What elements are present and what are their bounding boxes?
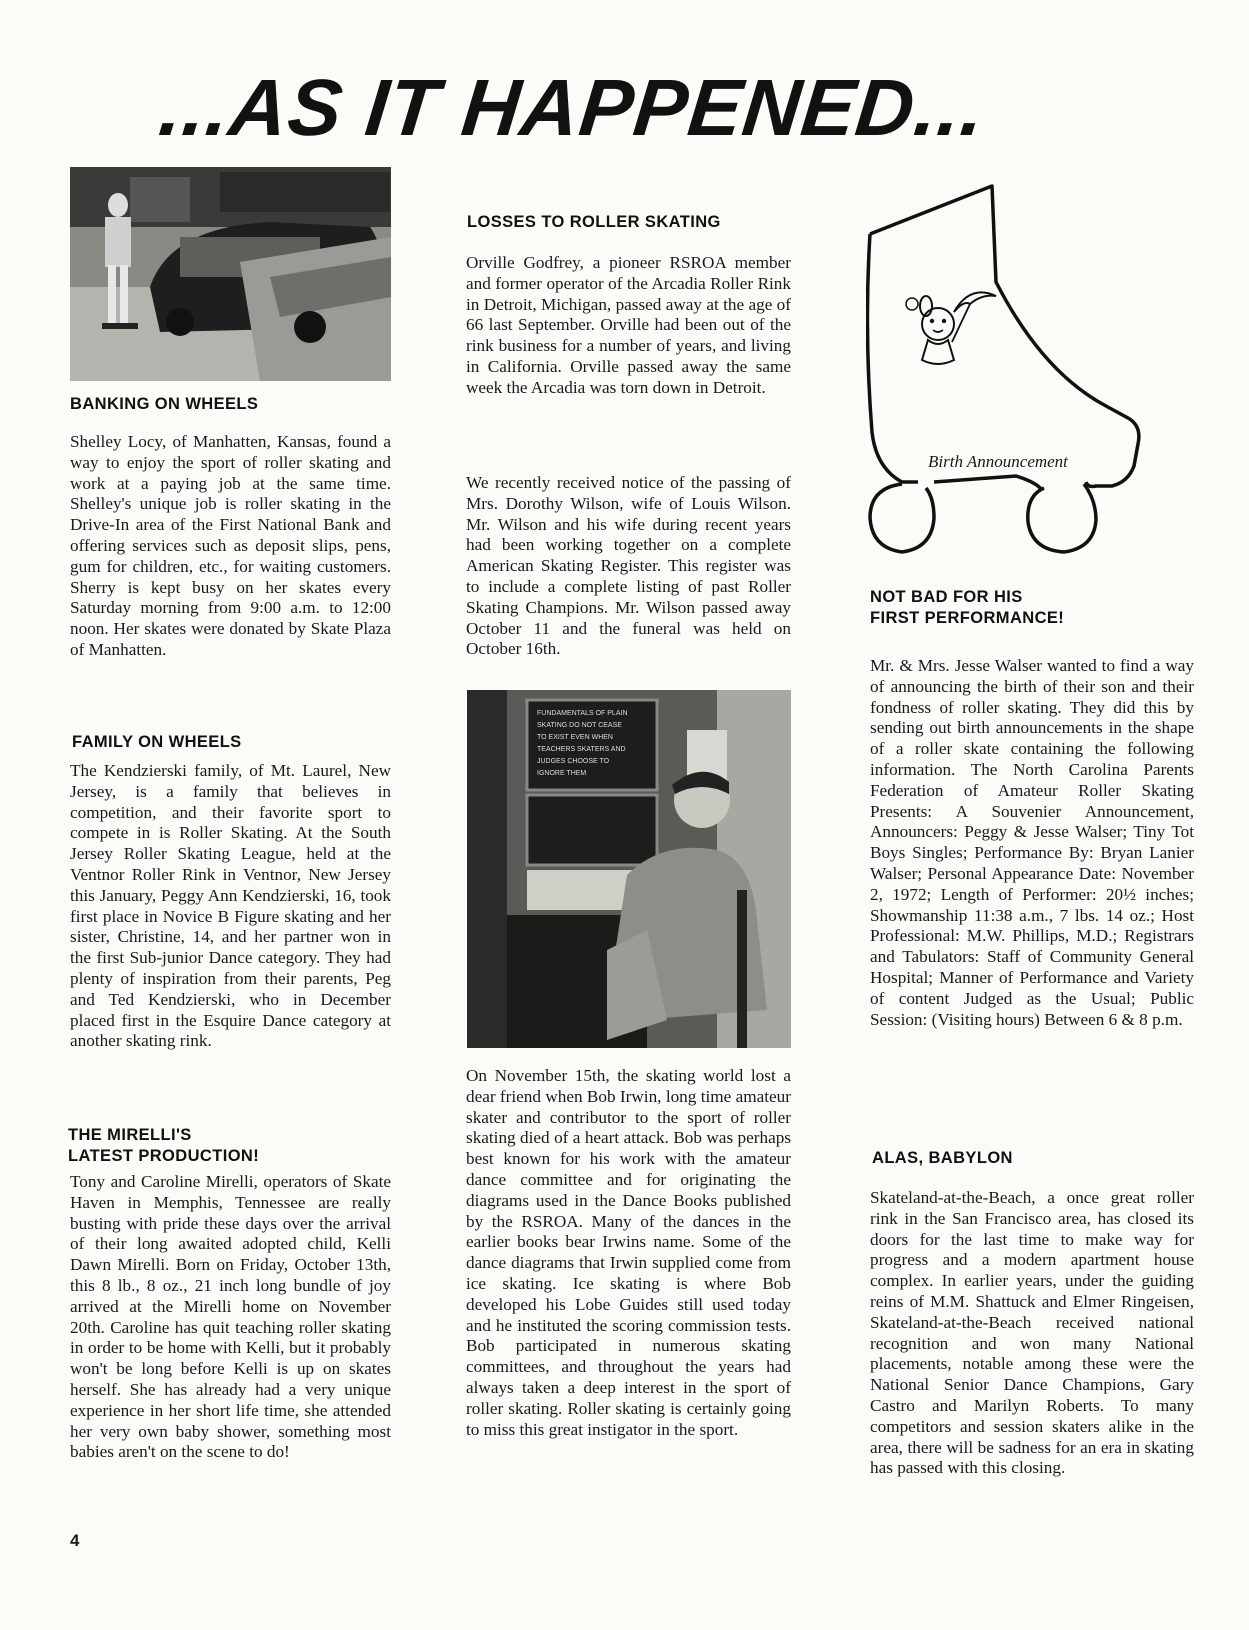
poster-line-2: SKATING DO NOT CEASE bbox=[537, 722, 622, 729]
article-family: The Kendzierski family, of Mt. Laurel, New Jersey, is a family that believes in competition, and their favorite sport to compete in is Roller Skating. At the South Jersey Roller Skating League, held at the Ventnor Roller Rink in Ventnor, New Jersey this January, Peggy Ann Kendzierski, 16, took first place in Novice B Figure skating and her sister, Christine, 14, and her partner won in the first Sub-junior Dance category. They had plenty of inspiration from their parents, Peg and Ted Kendzierski, who in December placed first in the Esquire Dance category at another skating rink. bbox=[70, 761, 391, 1051]
article-losses-wilson: We recently received notice of the passing of Mrs. Dorothy Wilson, wife of Louis Wilson. Mr. Wilson and his wife during recent years had been working together on a complete American Skating Register. This register was to include a complete listing of past Roller Skating Champions. Mr. Wilson passed away October 11 and the funeral was held on October 16th. bbox=[466, 473, 791, 659]
heading-mirelli-line2: LATEST PRODUCTION! bbox=[68, 1147, 260, 1165]
poster-line-5: JUDGES CHOOSE TO bbox=[537, 758, 610, 765]
heading-notbad-line2: FIRST PERFORMANCE! bbox=[870, 609, 1065, 627]
poster-line-6: IGNORE THEM bbox=[537, 770, 587, 777]
heading-mirelli bbox=[68, 1125, 389, 1167]
roller-skate-announcement-illustration bbox=[866, 182, 1186, 574]
bunny-with-umbrella-icon bbox=[906, 292, 996, 364]
article-losses-irwin: On November 15th, the skating world lost a dear friend when Bob Irwin, long time amateur skater and contributor to the sport of roller skating died of a heart attack. Bob was perhaps best known for his work with the amateur dance committee and for originating the diagrams used in the Dance Books published by the RSROA. Many of the dances in the earlier books bear Irwins name. Some of the dance diagrams that Irwin supplied come from ice skating. Ice skating is where Bob developed his Lobe Guides still used today and he instituted the scoring commission tests. Bob participated in numerous skating committees, and throughout the years had always taken a deep interest in the sport of roller skating. Roller skating is certainly going to miss this great instigator in the sport. bbox=[466, 1066, 791, 1439]
article-banking: Shelley Locy, of Manhatten, Kansas, found a way to enjoy the sport of roller skating and work at a paying job at the same time. Shelley's unique job is roller skating in the Drive-In area of the First National Bank and offering services such as deposit slips, pens, gum for children, etc., for waiting customers. Sherry is kept busy on her skates every Saturday morning from 9:00 a.m. to 12:00 noon. Her skates were donated by Skate Plaza of Manhatten. bbox=[70, 432, 391, 659]
heading-losses: LOSSES TO ROLLER SKATING bbox=[467, 213, 721, 231]
page-number: 4 bbox=[70, 1531, 80, 1550]
heading-family: FAMILY ON WHEELS bbox=[72, 733, 242, 751]
heading-notbad-line1: NOT BAD FOR HIS bbox=[870, 588, 1023, 606]
heading-alas: ALAS, BABYLON bbox=[872, 1149, 1013, 1167]
bob-irwin-photo bbox=[467, 690, 791, 1048]
poster-line-4: TEACHERS SKATERS AND bbox=[537, 746, 626, 753]
article-alas: Skateland-at-the-Beach, a once great roller rink in the San Francisco area, has closed its doors for the last time to make way for progress and a modern apartment house complex. In earlier years, under the guiding reins of M.M. Shattuck and Elmer Ringeisen, Skateland-at-the-Beach received national recognition and won many National placements, notable among these were the National Senior Dance Champions, Gary Castro and Marilyn Roberts. To many competitors and session skaters alike in the area, there will be sadness for an era in skating has passed with this closing. bbox=[870, 1188, 1194, 1478]
heading-mirelli-line1: THE MIRELLI'S bbox=[68, 1126, 192, 1144]
article-losses-godfrey: Orville Godfrey, a pioneer RSROA member and former operator of the Arcadia Roller Rink in Detroit, Michigan, passed away at the age of 66 last September. Orville had been out of the rink business for a number of years, and living in California. Orville passed away the same week the Arcadia was torn down in Detroit. bbox=[466, 253, 791, 397]
poster-line-1: FUNDAMENTALS OF PLAIN bbox=[537, 710, 628, 717]
heading-banking: BANKING ON WHEELS bbox=[70, 395, 259, 413]
skate-caption: Birth Announcement bbox=[928, 452, 1068, 471]
article-notbad: Mr. & Mrs. Jesse Walser wanted to find a way of announcing the birth of their son and their fondness of roller skating. They did this by sending out birth announcements in the shape of a roller skate containing the following information. The North Carolina Parents Federation of Amateur Roller Skating Presents: A Souvenier Announcement, Announcers: Peggy & Jesse Walser; Tiny Tot Boys Singles; Performance By: Bryan Lanier Walser; Personal Appearance Date: November 2, 1972; Length of Performer: 20½ inches; Showmanship 11:38 a.m., 7 lbs. 14 oz.; Host Professional: M.W. Phillips, M.D.; Registrars and Tabulators: Staff of Community General Hospital; Manner of Performance and Variety of content Judged as the Usual; Public Session: (Visiting hours) Between 6 & 8 p.m. bbox=[870, 656, 1194, 1029]
poster-line-3: TO EXIST EVEN WHEN bbox=[537, 734, 613, 741]
page-masthead: ...AS IT HAPPENED... bbox=[155, 63, 990, 152]
article-mirelli: Tony and Caroline Mirelli, operators of Skate Haven in Memphis, Tennessee are really busting with pride these days over the arrival of their long awaited adopted child, Kelli Dawn Mirelli. Born on Friday, October 13th, this 8 lb., 8 oz., 21 inch long bundle of joy arrived at the Mirelli home on November 20th. Caroline has quit teaching roller skating in order to be home with Kelli, but it probably won't be long before Kelli is up on skates herself. She has already had a very unique experience in her short life time, she attended her very own baby shower, something most babies aren't on the scene to do! bbox=[70, 1172, 391, 1462]
skater-bank-photo bbox=[70, 167, 391, 381]
heading-notbad bbox=[870, 587, 1190, 629]
